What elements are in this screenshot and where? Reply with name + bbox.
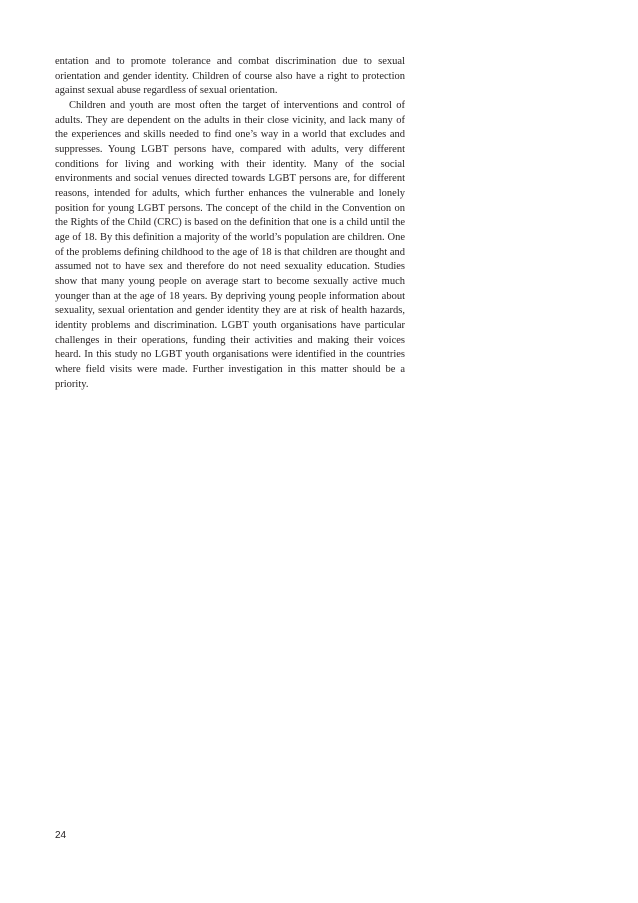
paragraph-children-and-youth: Children and youth are most often the target of interventions and control of adults. They are dependent on the adults in their close vicinity, and lack many of the experiences and skills needed to find one’s way in a world that excludes and suppresses. Young LGBT persons have, compared with adults, very different conditions for living and working with their identity. Many of the social environments and social venues directed towards LGBT persons are, for different reasons, intended for adults, which further enhances the vulnerable and lonely position for young LGBT persons. The concept of the child in the Convention on the Rights of the Child (CRC) is based on the definition that one is a child until the age of 18. By this definition a majority of the world’s population are children. One of the problems defining childhood to the age of 18 is that children are thought and assumed not to have sex and therefore do not need sexuality education. Studies show that many young people on average start to become sexually active much younger than at the age of 18 years. By depriving young people information about sexuality, sexual orientation and gender identity they are at risk of health hazards, identity problems and discrimination. LGBT youth organisations have particular challenges in their operations, funding their activities and making their voices heard. In this study no LGBT youth organisations were identified in the countries where field visits were made. Further investigation in this matter should be a priority. bbox=[55, 100, 405, 390]
body-text bbox=[55, 55, 405, 392]
page-number: 24 bbox=[55, 830, 67, 841]
paragraph-continuation: entation and to promote tolerance and combat discrimination due to sexual orientation and gender identity. Children of course also have a right to protection against sexual abuse regardless of sexual orientation. bbox=[55, 56, 405, 97]
